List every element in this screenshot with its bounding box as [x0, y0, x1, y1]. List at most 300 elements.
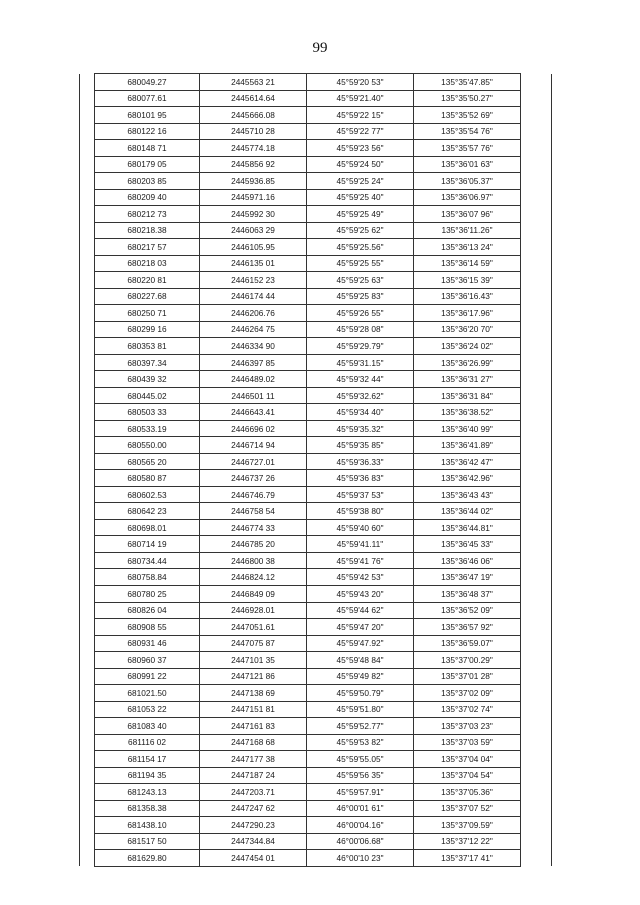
x-coordinate-cell: 680931 46 — [95, 635, 200, 652]
table-row — [80, 239, 552, 256]
blank-right-cell — [521, 751, 552, 768]
table-row — [80, 90, 552, 107]
y-coordinate-cell: 2445992 30 — [200, 206, 307, 223]
blank-right-cell — [521, 255, 552, 272]
coordinates-table — [79, 73, 552, 867]
x-coordinate-cell: 681194 35 — [95, 767, 200, 784]
blank-left-cell — [80, 486, 95, 503]
latitude-cell: 45°59'53 82" — [307, 734, 414, 751]
x-coordinate-cell: 680397.34 — [95, 354, 200, 371]
latitude-cell: 46°00'10 23" — [307, 850, 414, 867]
table-row — [80, 288, 552, 305]
latitude-cell: 45°59'38 80" — [307, 503, 414, 520]
blank-right-cell — [521, 437, 552, 454]
table-row — [80, 255, 552, 272]
table-row — [80, 371, 552, 388]
x-coordinate-cell: 681438.10 — [95, 817, 200, 834]
table-row — [80, 784, 552, 801]
longitude-cell: 135°36'42.96" — [414, 470, 521, 487]
longitude-cell: 135°36'40 99" — [414, 420, 521, 437]
longitude-cell: 135°35'54 76" — [414, 123, 521, 140]
x-coordinate-cell: 681116 02 — [95, 734, 200, 751]
blank-left-cell — [80, 272, 95, 289]
latitude-cell: 45°59'21.40" — [307, 90, 414, 107]
table-row — [80, 74, 552, 91]
blank-left-cell — [80, 701, 95, 718]
latitude-cell: 45°59'47.92" — [307, 635, 414, 652]
latitude-cell: 45°59'34 40" — [307, 404, 414, 421]
blank-right-cell — [521, 585, 552, 602]
table-row — [80, 701, 552, 718]
blank-right-cell — [521, 536, 552, 553]
table-row — [80, 569, 552, 586]
blank-left-cell — [80, 404, 95, 421]
table-row — [80, 652, 552, 669]
blank-right-cell — [521, 685, 552, 702]
x-coordinate-cell: 680212 73 — [95, 206, 200, 223]
table-row — [80, 354, 552, 371]
blank-left-cell — [80, 288, 95, 305]
longitude-cell: 135°37'12 22" — [414, 833, 521, 850]
x-coordinate-cell: 681154 17 — [95, 751, 200, 768]
blank-right-cell — [521, 602, 552, 619]
latitude-cell: 46°00'06.68" — [307, 833, 414, 850]
latitude-cell: 45°59'29.79" — [307, 338, 414, 355]
latitude-cell: 45°59'41.11" — [307, 536, 414, 553]
table-row — [80, 685, 552, 702]
blank-right-cell — [521, 305, 552, 322]
table-row — [80, 486, 552, 503]
y-coordinate-cell: 2447247 62 — [200, 800, 307, 817]
blank-left-cell — [80, 354, 95, 371]
table-row — [80, 470, 552, 487]
x-coordinate-cell: 680533.19 — [95, 420, 200, 437]
blank-left-cell — [80, 305, 95, 322]
x-coordinate-cell: 680714 19 — [95, 536, 200, 553]
blank-left-cell — [80, 189, 95, 206]
table-row — [80, 552, 552, 569]
table-row — [80, 387, 552, 404]
x-coordinate-cell: 681629.80 — [95, 850, 200, 867]
longitude-cell: 135°36'52 09" — [414, 602, 521, 619]
x-coordinate-cell: 681053 22 — [95, 701, 200, 718]
page-number: 99 — [312, 40, 328, 56]
latitude-cell: 45°59'32.62" — [307, 387, 414, 404]
blank-left-cell — [80, 536, 95, 553]
blank-right-cell — [521, 486, 552, 503]
blank-right-cell — [521, 387, 552, 404]
latitude-cell: 45°59'26 55" — [307, 305, 414, 322]
longitude-cell: 135°36'11.26" — [414, 222, 521, 239]
blank-right-cell — [521, 338, 552, 355]
blank-left-cell — [80, 585, 95, 602]
blank-right-cell — [521, 784, 552, 801]
latitude-cell: 45°59'22 15" — [307, 107, 414, 124]
y-coordinate-cell: 2446174 44 — [200, 288, 307, 305]
blank-left-cell — [80, 74, 95, 91]
blank-right-cell — [521, 272, 552, 289]
y-coordinate-cell: 2447187 24 — [200, 767, 307, 784]
x-coordinate-cell: 680227.68 — [95, 288, 200, 305]
table-row — [80, 536, 552, 553]
latitude-cell: 45°59'28 08" — [307, 321, 414, 338]
blank-left-cell — [80, 751, 95, 768]
table-row — [80, 817, 552, 834]
blank-left-cell — [80, 453, 95, 470]
blank-right-cell — [521, 734, 552, 751]
blank-left-cell — [80, 140, 95, 157]
latitude-cell: 45°59'47 20" — [307, 619, 414, 636]
longitude-cell: 135°35'47.85" — [414, 74, 521, 91]
y-coordinate-cell: 2447168 68 — [200, 734, 307, 751]
table-row — [80, 338, 552, 355]
x-coordinate-cell: 680698.01 — [95, 519, 200, 536]
y-coordinate-cell: 2445936.85 — [200, 173, 307, 190]
y-coordinate-cell: 2446758 54 — [200, 503, 307, 520]
table-row — [80, 668, 552, 685]
y-coordinate-cell: 2445666.08 — [200, 107, 307, 124]
blank-right-cell — [521, 354, 552, 371]
blank-left-cell — [80, 222, 95, 239]
blank-right-cell — [521, 453, 552, 470]
blank-left-cell — [80, 767, 95, 784]
longitude-cell: 135°37'01 28" — [414, 668, 521, 685]
blank-left-cell — [80, 817, 95, 834]
blank-right-cell — [521, 420, 552, 437]
y-coordinate-cell: 2446714 94 — [200, 437, 307, 454]
table-row — [80, 503, 552, 520]
x-coordinate-cell: 681083 40 — [95, 718, 200, 735]
table-row — [80, 453, 552, 470]
y-coordinate-cell: 2446264 75 — [200, 321, 307, 338]
latitude-cell: 45°59'25 63" — [307, 272, 414, 289]
y-coordinate-cell: 2447101 35 — [200, 652, 307, 669]
y-coordinate-cell: 2447051.61 — [200, 619, 307, 636]
latitude-cell: 45°59'48 84" — [307, 652, 414, 669]
longitude-cell: 135°37'17 41" — [414, 850, 521, 867]
x-coordinate-cell: 680445.02 — [95, 387, 200, 404]
y-coordinate-cell: 2446737 26 — [200, 470, 307, 487]
x-coordinate-cell: 681517 50 — [95, 833, 200, 850]
x-coordinate-cell: 680218 03 — [95, 255, 200, 272]
longitude-cell: 135°37'09.59" — [414, 817, 521, 834]
longitude-cell: 135°36'06.97" — [414, 189, 521, 206]
blank-right-cell — [521, 206, 552, 223]
x-coordinate-cell: 680503 33 — [95, 404, 200, 421]
y-coordinate-cell: 2447290.23 — [200, 817, 307, 834]
latitude-cell: 45°59'35 85" — [307, 437, 414, 454]
y-coordinate-cell: 2447344.84 — [200, 833, 307, 850]
y-coordinate-cell: 2445614.64 — [200, 90, 307, 107]
x-coordinate-cell: 680049.27 — [95, 74, 200, 91]
coordinates-table-body — [80, 74, 552, 867]
longitude-cell: 135°37'02 74" — [414, 701, 521, 718]
blank-left-cell — [80, 437, 95, 454]
blank-right-cell — [521, 90, 552, 107]
blank-right-cell — [521, 123, 552, 140]
x-coordinate-cell: 680220 81 — [95, 272, 200, 289]
longitude-cell: 135°37'04 54" — [414, 767, 521, 784]
y-coordinate-cell: 2445774.18 — [200, 140, 307, 157]
latitude-cell: 45°59'36.33" — [307, 453, 414, 470]
longitude-cell: 135°35'52 69" — [414, 107, 521, 124]
latitude-cell: 45°59'25 55" — [307, 255, 414, 272]
latitude-cell: 45°59'25.56" — [307, 239, 414, 256]
y-coordinate-cell: 2447203.71 — [200, 784, 307, 801]
blank-right-cell — [521, 404, 552, 421]
longitude-cell: 135°37'07 52" — [414, 800, 521, 817]
y-coordinate-cell: 2446334 90 — [200, 338, 307, 355]
latitude-cell: 45°59'57.91" — [307, 784, 414, 801]
latitude-cell: 45°59'52.77" — [307, 718, 414, 735]
x-coordinate-cell: 681021.50 — [95, 685, 200, 702]
x-coordinate-cell: 680642 23 — [95, 503, 200, 520]
y-coordinate-cell: 2446824.12 — [200, 569, 307, 586]
x-coordinate-cell: 680780 25 — [95, 585, 200, 602]
table-row — [80, 800, 552, 817]
blank-right-cell — [521, 552, 552, 569]
blank-left-cell — [80, 255, 95, 272]
longitude-cell: 135°36'59.07" — [414, 635, 521, 652]
y-coordinate-cell: 2447161 83 — [200, 718, 307, 735]
blank-left-cell — [80, 569, 95, 586]
y-coordinate-cell: 2447151 81 — [200, 701, 307, 718]
longitude-cell: 135°36'31 27" — [414, 371, 521, 388]
x-coordinate-cell: 680218.38 — [95, 222, 200, 239]
table-row — [80, 206, 552, 223]
blank-left-cell — [80, 602, 95, 619]
blank-right-cell — [521, 371, 552, 388]
y-coordinate-cell: 2446152 23 — [200, 272, 307, 289]
longitude-cell: 135°36'47 19" — [414, 569, 521, 586]
blank-left-cell — [80, 800, 95, 817]
latitude-cell: 45°59'35.32" — [307, 420, 414, 437]
blank-left-cell — [80, 371, 95, 388]
longitude-cell: 135°37'03 59" — [414, 734, 521, 751]
longitude-cell: 135°36'13 24" — [414, 239, 521, 256]
longitude-cell: 135°36'15 39" — [414, 272, 521, 289]
x-coordinate-cell: 680077.61 — [95, 90, 200, 107]
longitude-cell: 135°36'42 47" — [414, 453, 521, 470]
longitude-cell: 135°36'05.37" — [414, 173, 521, 190]
y-coordinate-cell: 2446489.02 — [200, 371, 307, 388]
blank-left-cell — [80, 123, 95, 140]
blank-left-cell — [80, 338, 95, 355]
y-coordinate-cell: 2446928.01 — [200, 602, 307, 619]
blank-left-cell — [80, 420, 95, 437]
blank-left-cell — [80, 635, 95, 652]
longitude-cell: 135°36'45 33" — [414, 536, 521, 553]
table-row — [80, 156, 552, 173]
table-row — [80, 585, 552, 602]
blank-right-cell — [521, 718, 552, 735]
blank-right-cell — [521, 239, 552, 256]
table-row — [80, 718, 552, 735]
x-coordinate-cell: 680353 81 — [95, 338, 200, 355]
x-coordinate-cell: 680580 87 — [95, 470, 200, 487]
y-coordinate-cell: 2446727.01 — [200, 453, 307, 470]
latitude-cell: 46°00'01 61" — [307, 800, 414, 817]
y-coordinate-cell: 2445971.16 — [200, 189, 307, 206]
blank-right-cell — [521, 173, 552, 190]
blank-left-cell — [80, 784, 95, 801]
latitude-cell: 45°59'25 24" — [307, 173, 414, 190]
table-row — [80, 619, 552, 636]
latitude-cell: 45°59'24 50" — [307, 156, 414, 173]
longitude-cell: 135°37'02 09" — [414, 685, 521, 702]
latitude-cell: 46°00'04.16" — [307, 817, 414, 834]
blank-right-cell — [521, 470, 552, 487]
blank-right-cell — [521, 817, 552, 834]
x-coordinate-cell: 680758.84 — [95, 569, 200, 586]
blank-right-cell — [521, 800, 552, 817]
latitude-cell: 45°59'42 53" — [307, 569, 414, 586]
y-coordinate-cell: 2445710 28 — [200, 123, 307, 140]
blank-left-cell — [80, 156, 95, 173]
longitude-cell: 135°36'24 02" — [414, 338, 521, 355]
table-row — [80, 107, 552, 124]
y-coordinate-cell: 2446397 85 — [200, 354, 307, 371]
blank-left-cell — [80, 850, 95, 867]
blank-left-cell — [80, 552, 95, 569]
blank-left-cell — [80, 619, 95, 636]
longitude-cell: 135°37'05.36" — [414, 784, 521, 801]
y-coordinate-cell: 2447138 69 — [200, 685, 307, 702]
y-coordinate-cell: 2447454 01 — [200, 850, 307, 867]
latitude-cell: 45°59'36 83" — [307, 470, 414, 487]
blank-right-cell — [521, 321, 552, 338]
blank-right-cell — [521, 503, 552, 520]
x-coordinate-cell: 681358.38 — [95, 800, 200, 817]
x-coordinate-cell: 680734.44 — [95, 552, 200, 569]
y-coordinate-cell: 2446800 38 — [200, 552, 307, 569]
latitude-cell: 45°59'43 20" — [307, 585, 414, 602]
blank-right-cell — [521, 833, 552, 850]
longitude-cell: 135°35'57 76" — [414, 140, 521, 157]
y-coordinate-cell: 2446785 20 — [200, 536, 307, 553]
longitude-cell: 135°36'44 02" — [414, 503, 521, 520]
longitude-cell: 135°37'04 04" — [414, 751, 521, 768]
y-coordinate-cell: 2446063 29 — [200, 222, 307, 239]
blank-left-cell — [80, 470, 95, 487]
longitude-cell: 135°37'00.29" — [414, 652, 521, 669]
x-coordinate-cell: 680299 16 — [95, 321, 200, 338]
y-coordinate-cell: 2446105.95 — [200, 239, 307, 256]
latitude-cell: 45°59'55.05" — [307, 751, 414, 768]
blank-left-cell — [80, 239, 95, 256]
blank-left-cell — [80, 833, 95, 850]
table-row — [80, 321, 552, 338]
y-coordinate-cell: 2446774 33 — [200, 519, 307, 536]
y-coordinate-cell: 2446696 02 — [200, 420, 307, 437]
table-row — [80, 734, 552, 751]
longitude-cell: 135°36'14 59" — [414, 255, 521, 272]
latitude-cell: 45°59'22 77" — [307, 123, 414, 140]
table-row — [80, 189, 552, 206]
longitude-cell: 135°36'17.96" — [414, 305, 521, 322]
y-coordinate-cell: 2445856 92 — [200, 156, 307, 173]
longitude-cell: 135°36'07 96" — [414, 206, 521, 223]
latitude-cell: 45°59'25 62" — [307, 222, 414, 239]
blank-right-cell — [521, 701, 552, 718]
blank-right-cell — [521, 107, 552, 124]
blank-left-cell — [80, 206, 95, 223]
x-coordinate-cell: 680439 32 — [95, 371, 200, 388]
blank-left-cell — [80, 668, 95, 685]
table-row — [80, 222, 552, 239]
longitude-cell: 135°36'46 06" — [414, 552, 521, 569]
x-coordinate-cell: 680179 05 — [95, 156, 200, 173]
y-coordinate-cell: 2446746.79 — [200, 486, 307, 503]
longitude-cell: 135°36'26.99" — [414, 354, 521, 371]
longitude-cell: 135°36'38.52" — [414, 404, 521, 421]
y-coordinate-cell: 2446643.41 — [200, 404, 307, 421]
y-coordinate-cell: 2445563 21 — [200, 74, 307, 91]
x-coordinate-cell: 680101 95 — [95, 107, 200, 124]
blank-left-cell — [80, 90, 95, 107]
blank-right-cell — [521, 288, 552, 305]
blank-left-cell — [80, 321, 95, 338]
latitude-cell: 45°59'32 44" — [307, 371, 414, 388]
longitude-cell: 135°36'48 37" — [414, 585, 521, 602]
longitude-cell: 135°37'03 23" — [414, 718, 521, 735]
blank-left-cell — [80, 718, 95, 735]
table-row — [80, 123, 552, 140]
latitude-cell: 45°59'23 56" — [307, 140, 414, 157]
longitude-cell: 135°35'50.27" — [414, 90, 521, 107]
blank-right-cell — [521, 850, 552, 867]
latitude-cell: 45°59'25 83" — [307, 288, 414, 305]
table-row — [80, 420, 552, 437]
x-coordinate-cell: 680250 71 — [95, 305, 200, 322]
blank-left-cell — [80, 519, 95, 536]
y-coordinate-cell: 2447177 38 — [200, 751, 307, 768]
longitude-cell: 135°36'31 84" — [414, 387, 521, 404]
blank-right-cell — [521, 652, 552, 669]
x-coordinate-cell: 680826 04 — [95, 602, 200, 619]
blank-left-cell — [80, 173, 95, 190]
blank-left-cell — [80, 387, 95, 404]
table-row — [80, 833, 552, 850]
table-row — [80, 305, 552, 322]
latitude-cell: 45°59'44 62" — [307, 602, 414, 619]
table-row — [80, 140, 552, 157]
x-coordinate-cell: 680991 22 — [95, 668, 200, 685]
x-coordinate-cell: 680602.53 — [95, 486, 200, 503]
blank-left-cell — [80, 685, 95, 702]
x-coordinate-cell: 680908 55 — [95, 619, 200, 636]
blank-left-cell — [80, 107, 95, 124]
longitude-cell: 135°36'01 63" — [414, 156, 521, 173]
latitude-cell: 45°59'51.80" — [307, 701, 414, 718]
y-coordinate-cell: 2446501 11 — [200, 387, 307, 404]
table-row — [80, 602, 552, 619]
blank-right-cell — [521, 619, 552, 636]
x-coordinate-cell: 680565 20 — [95, 453, 200, 470]
x-coordinate-cell: 681243.13 — [95, 784, 200, 801]
longitude-cell: 135°36'16.43" — [414, 288, 521, 305]
longitude-cell: 135°36'57 92" — [414, 619, 521, 636]
table-row — [80, 850, 552, 867]
table-row — [80, 437, 552, 454]
x-coordinate-cell: 680148 71 — [95, 140, 200, 157]
x-coordinate-cell: 680550.00 — [95, 437, 200, 454]
blank-right-cell — [521, 156, 552, 173]
blank-right-cell — [521, 189, 552, 206]
blank-left-cell — [80, 734, 95, 751]
latitude-cell: 45°59'41 76" — [307, 552, 414, 569]
table-row — [80, 404, 552, 421]
